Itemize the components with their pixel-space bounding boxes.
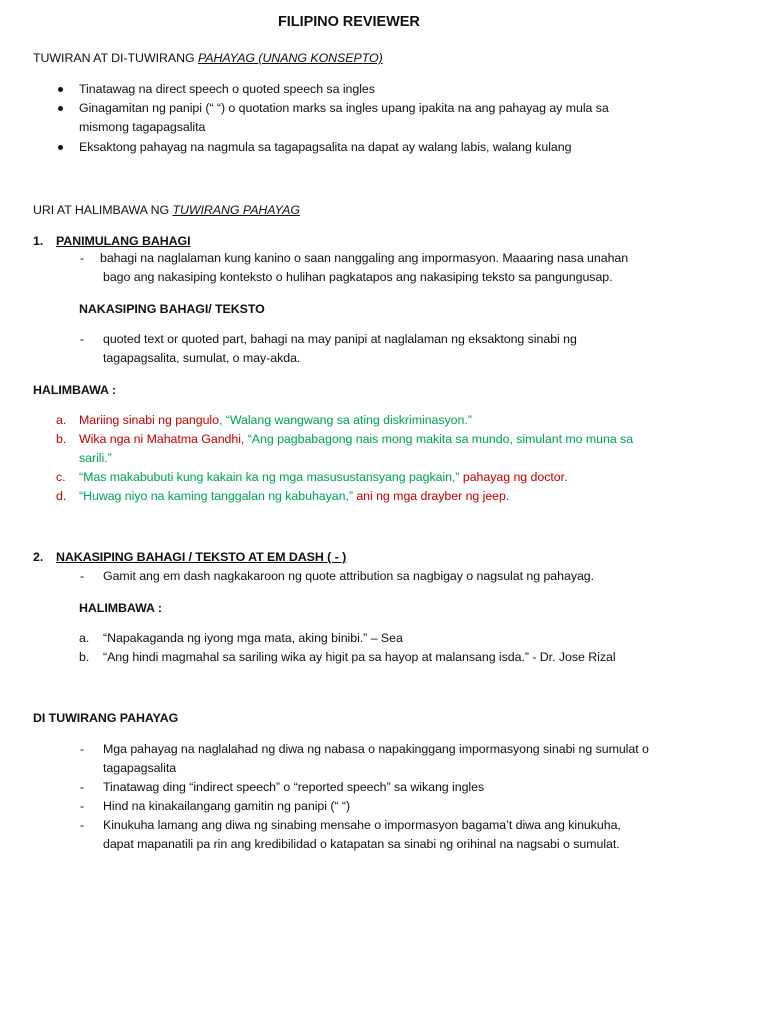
bullet-text: Tinatawag na direct speech o quoted speech sa ingles xyxy=(79,82,375,96)
example-a: Mariing sinabi ng pangulo, “Walang wangwang sa ating diskriminasyon.” xyxy=(79,413,472,427)
dash-marker: - xyxy=(80,569,85,583)
example-text: “Ang hindi magmahal sa sariling wika ay higit pa sa hayop at malansang isda.” - Dr. Jose Rizal xyxy=(103,650,616,664)
document-title: FILIPINO REVIEWER xyxy=(278,14,420,30)
section-heading-di-tuwirang: DI TUWIRANG PAHAYAG xyxy=(33,711,179,725)
section-heading-emphasis: PAHAYAG (UNANG KONSEPTO) xyxy=(197,51,383,65)
dash-marker: - xyxy=(80,742,85,756)
example-letter: b. xyxy=(56,432,67,446)
sub-heading-nakasiping: NAKASIPING BAHAGI/ TEKSTO xyxy=(79,302,265,316)
dash-marker: - xyxy=(80,332,85,346)
dash-marker: - xyxy=(80,818,85,832)
example-letter: a. xyxy=(79,631,90,645)
sub-description-continued: tagapagsalita, sumulat, o may-akda. xyxy=(103,351,301,365)
bullet-icon xyxy=(58,87,63,92)
di-tuwirang-line-continued: tagapagsalita xyxy=(103,761,177,775)
item-description: Gamit ang em dash nagkakaroon ng quote attribution sa nagbigay o nagsulat ng pahayag. xyxy=(103,569,595,583)
bullet-icon xyxy=(58,145,63,150)
dash-marker: - xyxy=(80,780,85,794)
example-d: “Huwag niyo na kaming tanggalan ng kabuhayan,” ani ng mga drayber ng jeep. xyxy=(79,489,510,503)
bullet-text-continued: mismong tagapagsalita xyxy=(79,120,206,134)
bullet-text: Ginagamitan ng panipi (“ “) o quotation marks sa ingles upang ipakita na ang pahayag ay mula sa xyxy=(79,101,609,115)
item-description-continued: bago ang nakasiping konteksto o hulihan pagkatapos ang nakasiping teksto sa pangungusap. xyxy=(103,270,613,284)
di-tuwirang-line: Mga pahayag na naglalahad ng diwa ng nabasa o napakinggang impormasyong sinabi ng sumulat o xyxy=(103,742,649,756)
dash-marker: - xyxy=(80,251,85,265)
di-tuwirang-line: Hind na kinakailangang gamitin ng panipi (“ “) xyxy=(103,799,351,813)
di-tuwirang-line-continued: dapat mapanatili pa rin ang kredibilidad o katapatan sa sinabi ng orihinal na nagsabi o sumulat. xyxy=(103,837,620,851)
example-b: Wika nga ni Mahatma Gandhi, “Ang pagbabagong nais mong makita sa mundo, simulant mo muna sa xyxy=(79,432,634,446)
halimbawa-label: HALIMBAWA : xyxy=(79,601,162,615)
halimbawa-label: HALIMBAWA : xyxy=(33,383,116,397)
example-letter: a. xyxy=(56,413,67,427)
section-heading-tuwiran: TUWIRAN AT DI-TUWIRANG PAHAYAG (UNANG KONSEPTO) xyxy=(33,51,383,65)
item-number: 2. xyxy=(33,550,44,564)
example-text: “Napakaganda ng iyong mga mata, aking binibi.” – Sea xyxy=(103,631,403,645)
example-c: “Mas makabubuti kung kakain ka ng mga masusustansyang pagkain,” pahayag ng doctor. xyxy=(79,470,568,484)
example-letter: c. xyxy=(56,470,66,484)
example-letter: b. xyxy=(79,650,90,664)
section-heading-emphasis: TUWIRANG PAHAYAG xyxy=(172,203,300,217)
example-b-continued: sarili.” xyxy=(79,451,112,465)
section-heading-uri: URI AT HALIMBAWA NG TUWIRANG PAHAYAG xyxy=(33,203,300,217)
bullet-text: Eksaktong pahayag na nagmula sa tagapagsalita na dapat ay walang labis, walang kulang xyxy=(79,140,572,154)
item-heading-panimulang-bahagi: PANIMULANG BAHAGI xyxy=(56,234,191,248)
bullet-icon xyxy=(58,106,63,111)
di-tuwirang-line: Kinukuha lamang ang diwa ng sinabing mensahe o impormasyon bagama’t diwa ang kinukuha, xyxy=(103,818,621,832)
example-letter: d. xyxy=(56,489,67,503)
item-number: 1. xyxy=(33,234,44,248)
item-description: bahagi na naglalaman kung kanino o saan nanggaling ang impormasyon. Maaaring nasa unahan xyxy=(100,251,629,265)
di-tuwirang-line: Tinatawag ding “indirect speech” o “reported speech” sa wikang ingles xyxy=(103,780,485,794)
sub-description: quoted text or quoted part, bahagi na may panipi at naglalaman ng eksaktong sinabi ng xyxy=(103,332,577,346)
item-heading-em-dash: NAKASIPING BAHAGI / TEKSTO AT EM DASH ( - ) xyxy=(56,550,347,564)
dash-marker: - xyxy=(80,799,85,813)
